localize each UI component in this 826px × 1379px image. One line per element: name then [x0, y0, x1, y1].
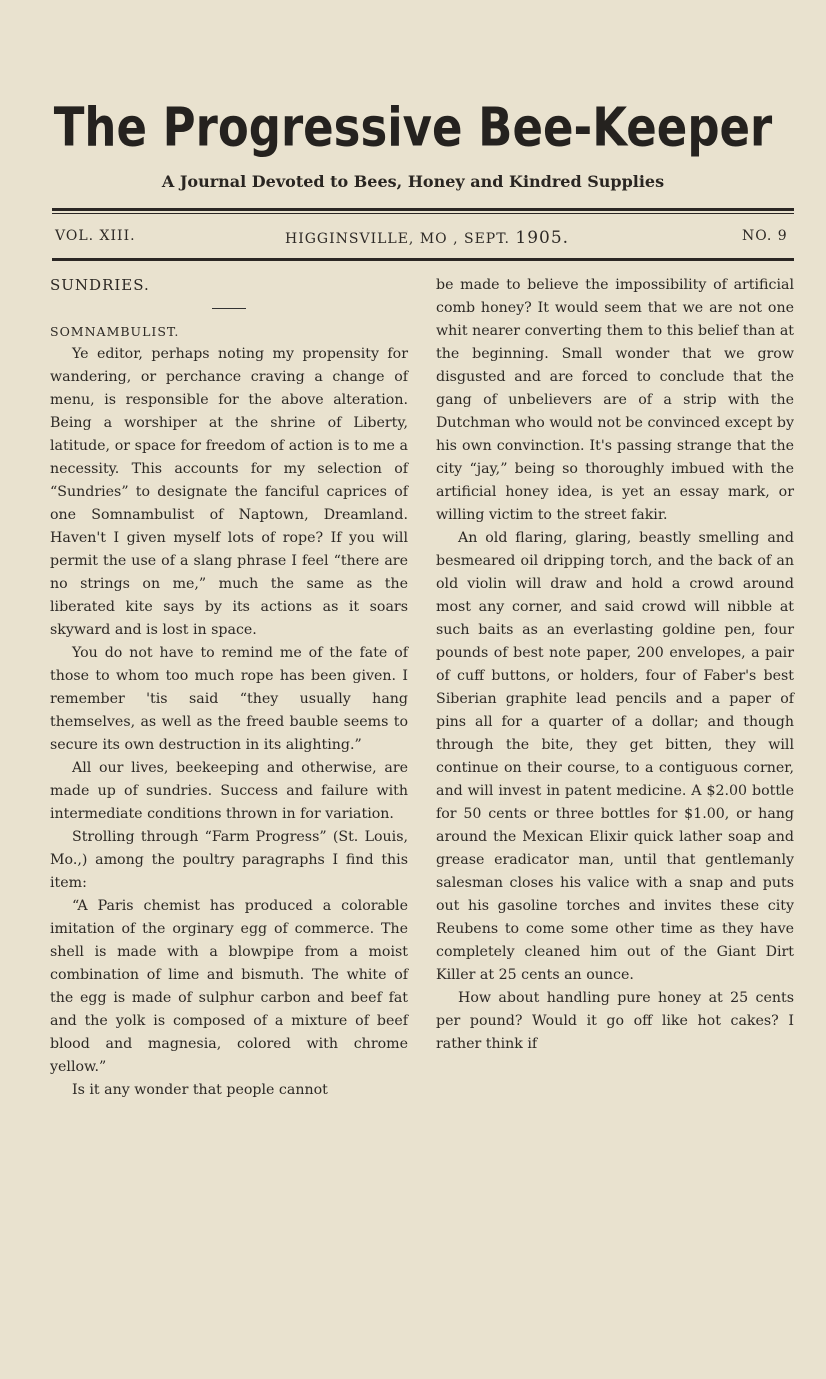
paragraph: Is it any wonder that people cannot [72, 1082, 328, 1098]
left-column [50, 274, 408, 1102]
paragraph: Strolling through “Farm Progress” (St. Louis, Mo.,) among the poultry paragraphs I find this item: [50, 829, 408, 891]
paragraph: Ye editor, perhaps noting my propensity for wandering, or perchance craving a change of menu, is responsible for the above alteration. Being a worshiper at the shrine of Liberty, latitude, or space for freedom of action is to me a necessity. This accounts for my selection of “Sundries” to designate the fanciful caprices of one Somnambulist of Naptown, Dreamland. Haven't I given myself lots of rope? If you will permit the use of a slang phrase I feel “there are no strings on me,” much the same as the liberated kite says by its actions as it soars skyward and is lost in space. [50, 346, 408, 638]
quoted-paragraph: “A Paris chemist has produced a colorable imitation of the orginary egg of commerce. The shell is made with a blowpipe from a moist combination of lime and bismuth. The white of the egg is made of sulphur carbon and beef fat and the yolk is composed of a mixture of beef blood and magnesia, colored with chrome yellow.” [50, 898, 408, 1075]
place-label: HIGGINSVILLE, MO , SEPT. [285, 231, 510, 247]
top-rule [52, 208, 794, 211]
masthead-title: The Progressive Bee-Keeper [53, 96, 773, 159]
issue-number: NO. 9 [742, 228, 788, 244]
article-title: SUNDRIES. [50, 276, 150, 294]
bottom-rule [52, 258, 794, 261]
paragraph: An old flaring, glaring, beastly smelling and besmeared oil dripping torch, and the back of an old violin will draw and hold a crowd around most any corner, and said crowd will nibble at such baits as an everlasting goldine pen, four pounds of best note paper, 200 envelopes, a pair of cuff buttons, or holders, four of Faber's best Siberian graphite lead pencils and a paper of pins all for a quarter of a dollar; and though through the bite, they get bitten, they will continue on their course, to a contiguous corner, and will invest in patent medicine. A $2.00 bottle for 50 cents or three bottles for $1.00, or hang around the Mexican Elixir quick lather soap and grease eradicator man, until that gentlemanly salesman closes his valice with a snap and puts out his gasoline torches and invites these city Reubens to come some other time as they have completely cleaned him out of the Giant Dirt Killer at 25 cents an ounce. [436, 530, 794, 983]
paragraph: be made to believe the impossibility of artificial comb honey? It would seem that we are not one whit nearer converting them to this belief than at the beginning. Small wonder that we grow disgusted and are forced to conclude that the gang of unbelievers are of a strip with the Dutchman who would not be convinced except by his own convinction. It's passing strange that the city “jay,” being so thoroughly imbued with the artificial honey idea, is yet an essay mark, or willing victim to the street fakir. [436, 277, 794, 523]
paragraph: You do not have to remind me of the fate of those to whom too much rope has been given. I remember 'tis said “they usually hang themselves, as well as the freed bauble seems to secure its own destruction in its alighting.” [50, 645, 408, 753]
place-date [285, 228, 569, 248]
masthead-subtitle: A Journal Devoted to Bees, Honey and Kindred Supplies [161, 172, 665, 191]
article-byline: SOMNAMBULIST. [50, 324, 180, 339]
volume-label: VOL. XIII. [55, 228, 136, 244]
paragraph: How about handling pure honey at 25 cents per pound? Would it go off like hot cakes? I rather think if [436, 990, 794, 1052]
right-column [436, 274, 794, 1056]
paragraph: All our lives, beekeeping and otherwise, are made up of sundries. Success and failure with intermediate conditions thrown in for variation. [50, 760, 408, 822]
year-label: 1905. [515, 228, 570, 248]
title-divider [212, 308, 246, 309]
top-rule-thin [52, 213, 794, 214]
